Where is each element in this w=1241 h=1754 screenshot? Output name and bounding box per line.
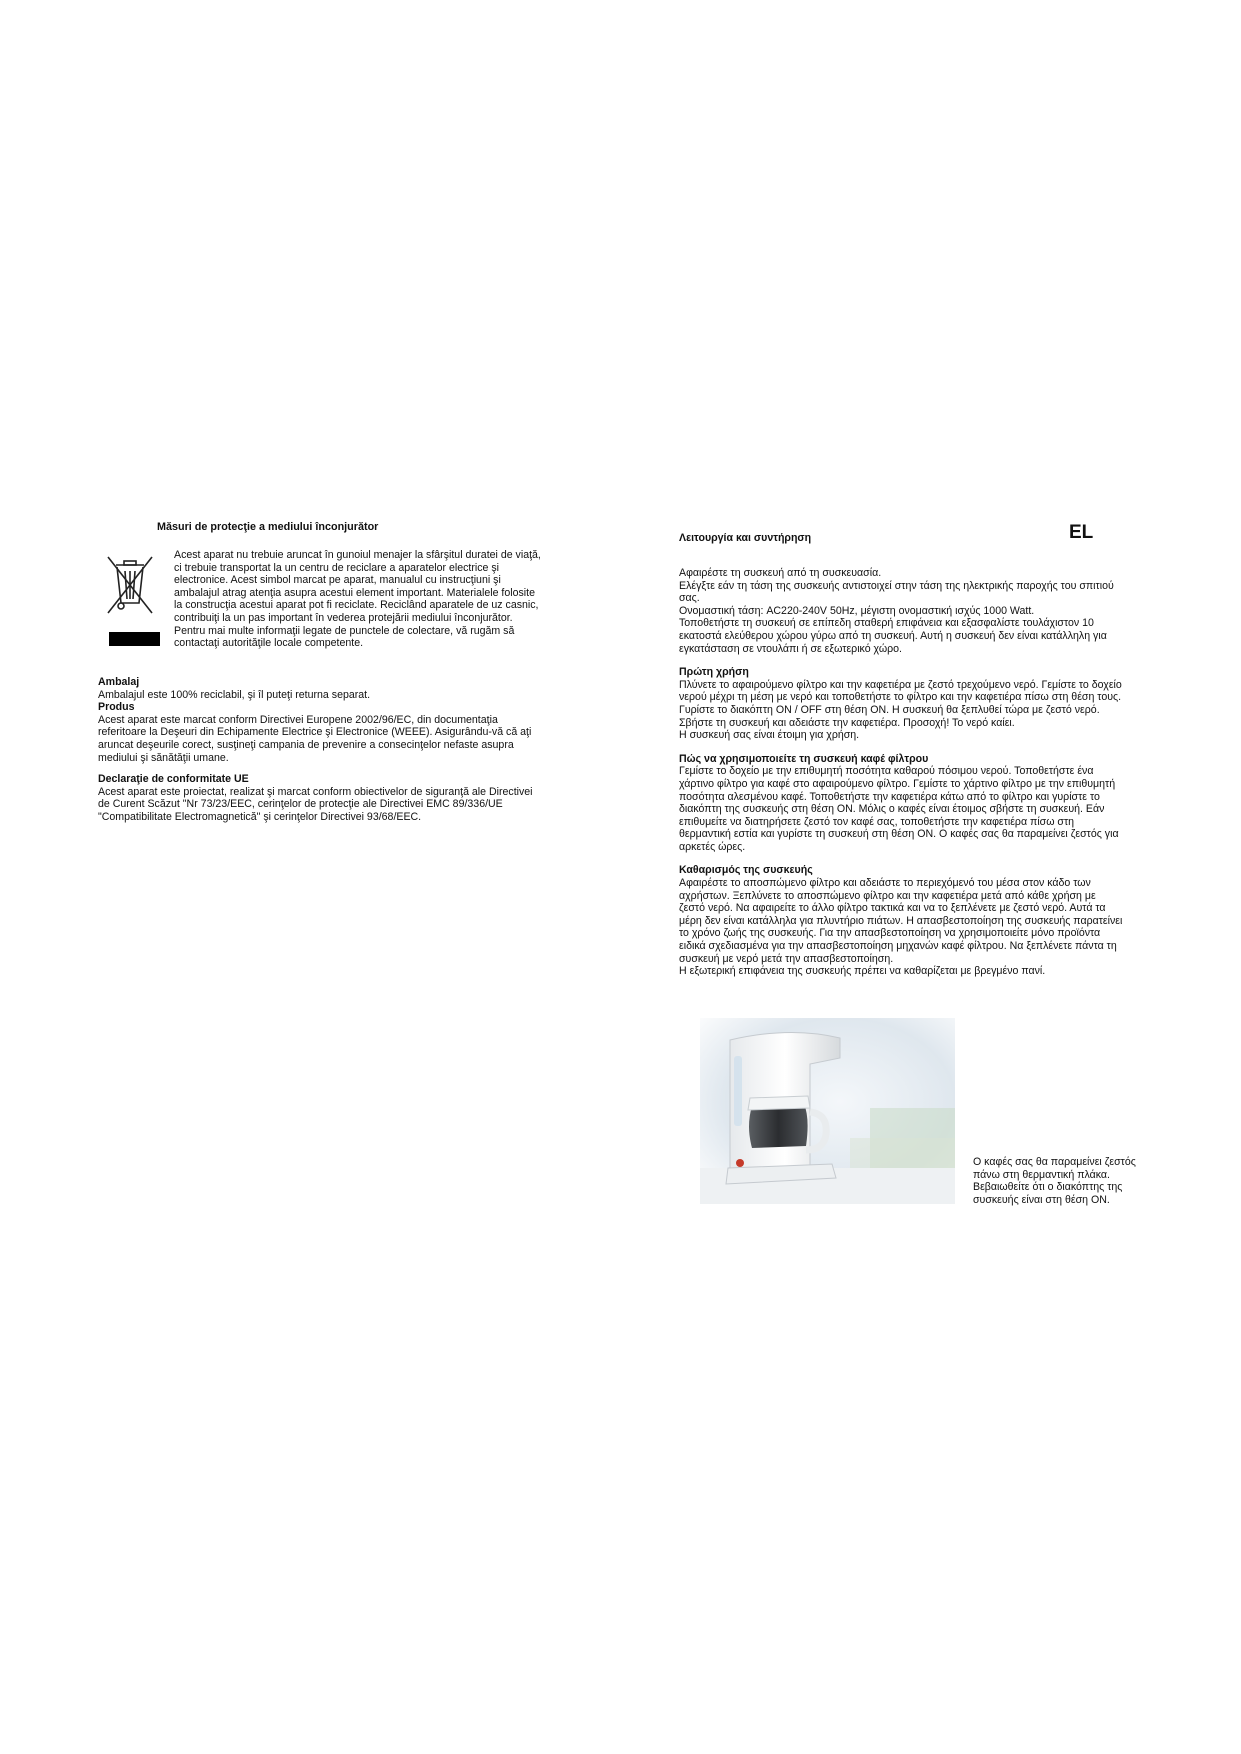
text-line: εγκατάσταση σε ντουλάπι ή σε εξωτερικό χώρο. xyxy=(679,642,902,655)
text-line: επιθυμείτε να διατηρήσετε ζεστό τον καφέ σας, τοποθετήστε την καφετιέρα πίσω στη xyxy=(679,815,1075,828)
text-line: Η συσκευή σας είναι έτοιμη για χρήση. xyxy=(679,729,860,742)
section-heading: Declaraţie de conformitate UE xyxy=(98,773,249,786)
text-line: συσκευής είναι στη θέση ON. xyxy=(973,1193,1110,1206)
text-line: ci trebuie transportat la un centru de reciclare a aparatelor electrice şi xyxy=(174,561,500,574)
packaging-section xyxy=(98,676,568,701)
text-line: referitoare la Deşeuri din Echipamente Electrice şi Electronice (WEEE). Asigurându-vă că aţi xyxy=(98,726,532,739)
text-line: σας. xyxy=(679,592,700,605)
section-heading: Produs xyxy=(98,701,135,714)
text-line: εκατοστά ελεύθερου χώρου γύρω από τη συσκευή. Αυτή η συσκευή δεν είναι κατάλληλη για xyxy=(679,629,1107,642)
right-sections xyxy=(679,567,1149,989)
coffee-maker-photo xyxy=(700,1018,955,1204)
section-heading: Πώς να χρησιμοποιείτε τη συσκευή καφέ φίλτρου xyxy=(679,752,929,765)
text-line: la construcţia acestui aparat pot fi reciclate. Reciclând aparatele de uz casnic, xyxy=(174,599,539,612)
crossed-out-wheelie-bin-icon xyxy=(104,555,156,617)
text-line: το χρόνο ζωής της συσκευής. Για την απασβεστοποίηση να χρησιμοποιείτε μόνο προϊόντα xyxy=(679,927,1101,940)
text-line: Acest aparat este marcat conform Directivei Europene 2002/96/EC, din documentaţia xyxy=(98,713,498,726)
text-line: aruncat deşeurile corect, susţineţi campania de prevenire a consecinţelor nefaste asupra xyxy=(98,738,514,751)
text-line: Ονομαστική τάση: AC220-240V 50Hz, μέγιστη ονομαστική ισχύς 1000 Watt. xyxy=(679,604,1035,617)
language-code: EL xyxy=(1069,522,1094,543)
product-section xyxy=(98,701,568,764)
section-heading: Πρώτη χρήση xyxy=(679,666,749,679)
text-line: διακόπτη της συσκευής στη θέση ON. Μόλις ο καφές είναι έτοιμος σβήστε τη συσκευή. Εάν xyxy=(679,803,1105,816)
text-line: πάνω στη θερμαντική πλάκα. xyxy=(973,1168,1110,1181)
weee-paragraph xyxy=(174,549,574,650)
first-use-section xyxy=(679,666,1149,742)
text-line: contactaţi autorităţile locale competente. xyxy=(174,637,364,650)
section-heading: Ambalaj xyxy=(98,676,140,688)
intro-section xyxy=(679,567,1149,655)
text-line: Acest aparat este proiectat, realizat şi marcat conform obiectivelor de siguranţă ale Directivei xyxy=(98,785,533,798)
text-line: contribuiţi la un pas important în vederea protejării mediului înconjurător. xyxy=(174,611,513,624)
text-line: χάρτινο φίλτρο για καφέ στο αφαιρούμενο φίλτρο. Γεμίστε το χάρτινο φίλτρο με την επιθυμητή xyxy=(679,777,1116,790)
text-line: μέρη δεν είναι κατάλληλα για πλυντήριο πιάτων. Η απασβεστοποίηση της συσκευής παρατείνει xyxy=(679,914,1123,927)
operation-maintenance-title: Λειτουργία και συντήρηση xyxy=(679,532,812,544)
text-line: Βεβαιωθείτε ότι ο διακόπτης της xyxy=(973,1181,1123,1194)
text-line: Τοποθετήστε τη συσκευή σε επίπεδη σταθερή επιφάνεια και εξασφαλίστε τουλάχιστον 10 xyxy=(679,617,1094,630)
text-line: Πλύνετε το αφαιρούμενο φίλτρο και την καφετιέρα με ζεστό τρεχούμενο νερό. Γεμίστε το δοχείο xyxy=(679,678,1122,691)
text-line: Ο καφές σας θα παραμείνει ζεστός xyxy=(973,1156,1136,1168)
text-line: ambalajul atrag atenţia asupra acestui element important. Materialele folosite xyxy=(174,586,535,599)
text-line: ειδικά σχεδιασμένα για την απασβεστοποίηση μηχανών καφέ φίλτρου. Να ξεπλένετε πάντα τη xyxy=(679,940,1117,953)
how-to-use-section xyxy=(679,753,1149,854)
text-line: αρκετές ώρες. xyxy=(679,840,746,853)
cleaning-section xyxy=(679,864,1149,977)
text-line: Γυρίστε το διακόπτη ON / OFF στη θέση ON. Η συσκευή θα ξεπλυθεί τώρα με ζεστό νερό. xyxy=(679,703,1100,716)
text-line: Acest aparat nu trebuie aruncat în gunoiul menajer la sfârşitul duratei de viaţă, xyxy=(174,549,541,561)
text-line: Ελέγξτε εάν τη τάση της συσκευής αντιστοιχεί στην τάση της ηλεκτρικής παροχής του σπιτιού xyxy=(679,579,1114,592)
section-heading: Καθαρισμός της συσκευής xyxy=(679,864,813,877)
text-line: Ambalajul este 100% reciclabil, şi îl puteţi returna separat. xyxy=(98,688,371,701)
text-line: Γεμίστε το δοχείο με την επιθυμητή ποσότητα καθαρού πόσιμου νερού. Τοποθετήστε ένα xyxy=(679,765,1094,778)
text-line: de Curent Scăzut "Nr 73/23/EEC, cerinţelor de protecţie ale Directivei EMC 89/336/UE xyxy=(98,798,503,811)
text-line: electronice. Acest simbol marcat pe aparat, manualul cu instrucţiuni şi xyxy=(174,574,501,587)
text-line: νερού μέχρι τη μέση με νερό και τοποθετήστε το φίλτρο και την καφετιέρα πίσω στη θέση τους. xyxy=(679,691,1122,704)
weee-section-title: Măsuri de protecţie a mediului înconjurător xyxy=(157,521,379,533)
text-line: Pentru mai multe informaţii legate de punctele de colectare, vă rugăm să xyxy=(174,624,515,637)
text-line: "Compatibilitate Electromagnetică" şi cerinţelor Directivei 93/68/EEC. xyxy=(98,810,422,823)
text-line: mediului şi sănătăţii umane. xyxy=(98,751,229,764)
photo-caption xyxy=(973,1156,1173,1206)
text-line: Αφαιρέστε το αποσπώμενο φίλτρο και αδειάστε το περιεχόμενό του μέσα στον κάδο των xyxy=(679,877,1091,890)
text-line: αχρήστων. Ξεπλύνετε το αποσπώμενο φίλτρο και την καφετιέρα μετά από κάθε χρήση με xyxy=(679,889,1096,902)
text-line: θερμαντική εστία και γυρίστε τη συσκευή στη θέση ON. Ο καφές σας θα παραμείνει ζεστός για xyxy=(679,828,1119,841)
weee-underline-bar xyxy=(109,632,160,646)
text-line: Η εξωτερική επιφάνεια της συσκευής πρέπει να καθαρίζεται με βρεγμένο πανί. xyxy=(679,965,1046,978)
text-line: Σβήστε τη συσκευή και αδειάστε την καφετιέρα. Προσοχή! Το νερό καίει. xyxy=(679,716,1015,729)
text-line: συσκευή με νερό μετά την απασβεστοποίηση. xyxy=(679,952,894,965)
text-line: Αφαιρέστε τη συσκευή από τη συσκευασία. xyxy=(679,567,882,579)
text-line: ποσότητα αλεσμένου καφέ. Τοποθετήστε την καφετιέρα κάτω από το φίλτρο και γυρίστε το xyxy=(679,790,1100,803)
text-line: ζεστό νερό. Να αφαιρείτε το άλλο φίλτρο τακτικά και να το ξεπλένετε με ζεστό νερό. Αυτά τα xyxy=(679,902,1106,915)
left-sections xyxy=(98,676,568,833)
eu-conformity-section xyxy=(98,773,568,823)
